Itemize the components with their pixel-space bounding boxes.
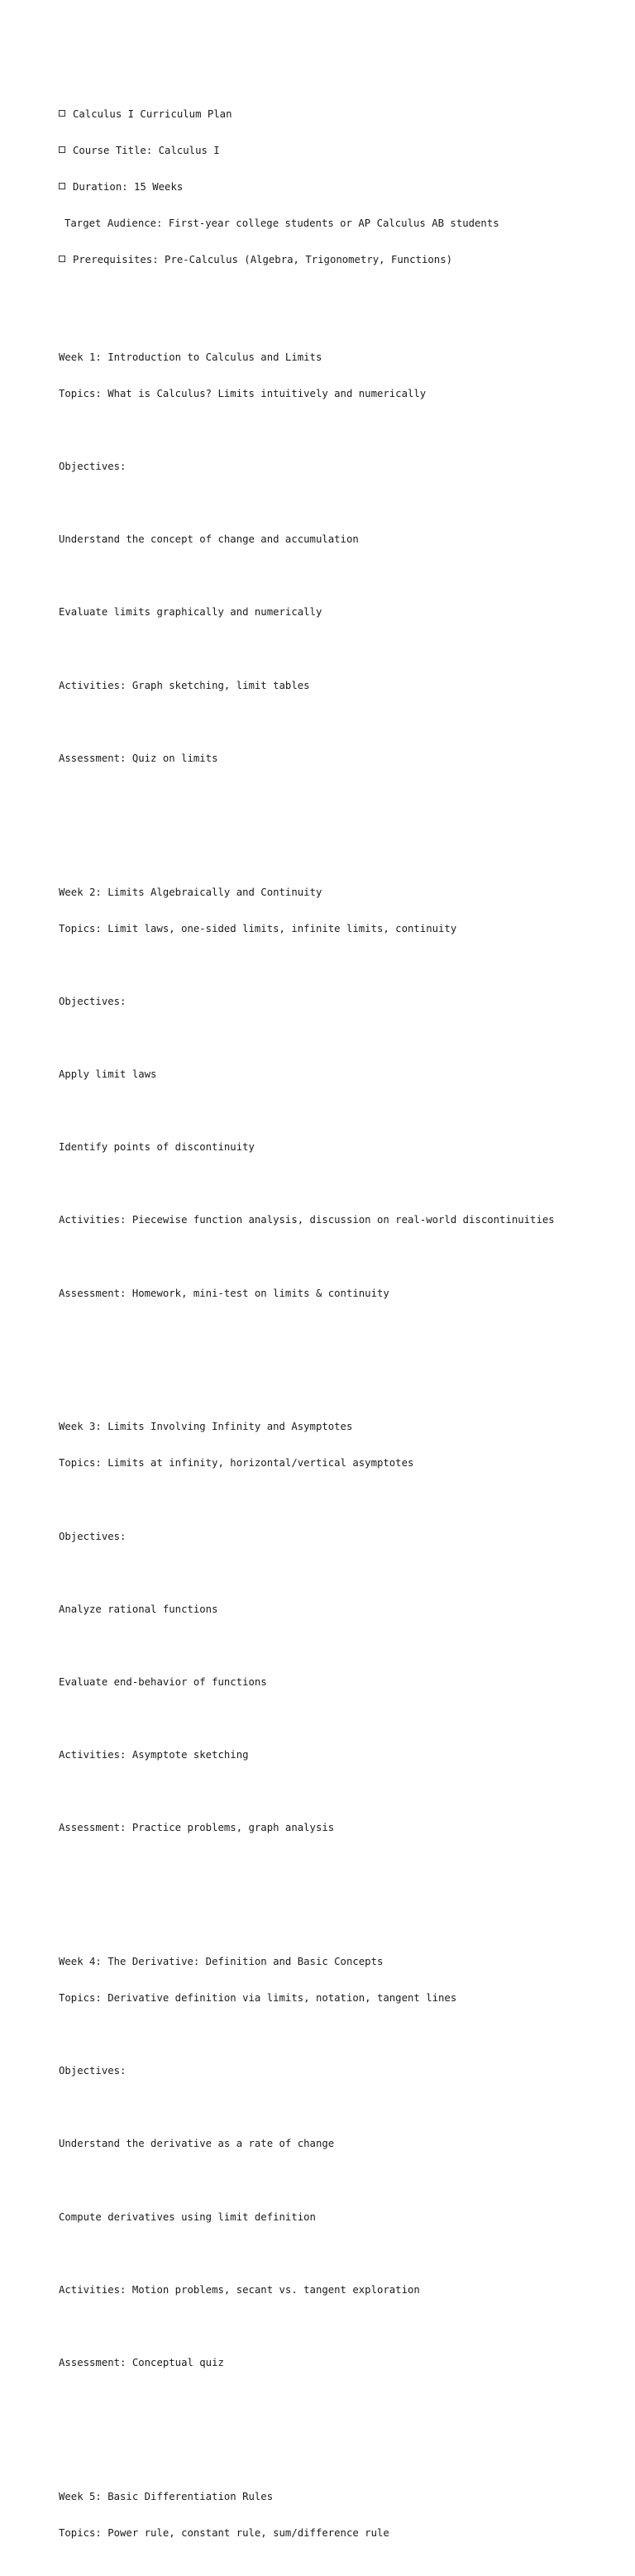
week-assessment: Assessment: Conceptual quiz [59,2357,224,2369]
checkbox-bullet-icon [59,146,65,153]
course-header [59,84,629,290]
week-topics: Topics: Derivative definition via limits, notation, tangent lines [59,1992,457,2005]
objective-item: Analyze rational functions [59,1603,218,1615]
objectives-label: Objectives: [59,1530,127,1542]
checkbox-bullet-icon [59,256,65,262]
header-line-duration [59,181,629,194]
week-activities: Activities: Graph sketching, limit tables [59,679,310,691]
week-title: Week 1: Introduction to Calculus and Limits [59,351,322,363]
week-assessment: Assessment: Practice problems, graph analysis [59,1822,335,1834]
checkbox-bullet-icon [59,183,65,189]
objective-item: Compute derivatives using limit definition [59,2210,316,2223]
week-topics: Topics: Limit laws, one-sided limits, infinite limits, continuity [59,922,457,934]
week-topics: Topics: Power rule, constant rule, sum/difference rule [59,2526,389,2539]
objectives-label: Objectives: [59,995,127,1007]
week-title: Week 3: Limits Involving Infinity and Asymptotes [59,1421,353,1433]
week-activities: Activities: Motion problems, secant vs. tangent exploration [59,2283,420,2296]
week-topics: Topics: Limits at infinity, horizontal/vertical asymptotes [59,1457,414,1470]
week-activities: Activities: Piecewise function analysis, discussion on real-world discontinuities [59,1214,555,1226]
week-assessment: Assessment: Quiz on limits [59,752,218,764]
objectives-label: Objectives: [59,2065,127,2077]
week-title: Week 2: Limits Algebraically and Continuity [59,886,322,898]
header-line-course-title [59,145,629,157]
week-1-section [59,327,629,825]
week-activities: Activities: Asymptote sketching [59,1749,249,1761]
header-line-prerequisites [59,254,629,266]
prerequisites: Prerequisites: Pre-Calculus (Algebra, Trigonometry, Functions) [73,254,453,266]
week-assessment: Assessment: Homework, mini-test on limits & continuity [59,1287,389,1299]
week-topics: Topics: What is Calculus? Limits intuitively and numerically [59,387,427,399]
objective-item: Understand the derivative as a rate of change [59,2138,335,2150]
target-audience: Target Audience: First-year college students or AP Calculus AB students [64,217,499,230]
week-title: Week 4: The Derivative: Definition and Basic Concepts [59,1956,384,1967]
objectives-label: Objectives: [59,461,127,473]
week-3-section [59,1397,629,1895]
objective-item: Identify points of discontinuity [59,1141,255,1154]
objective-item: Understand the concept of change and accumulation [59,533,359,546]
objective-item: Apply limit laws [59,1068,157,1080]
header-line-plan-title [59,108,629,121]
week-5-section [59,2466,629,2564]
plan-title: Calculus I Curriculum Plan [73,108,232,120]
document-page [59,60,629,2576]
week-4-section [59,1932,629,2430]
duration: Duration: 15 Weeks [73,181,184,193]
objective-item: Evaluate limits graphically and numerically [59,606,322,619]
week-title: Week 5: Basic Differentiation Rules [59,2490,274,2502]
objective-item: Evaluate end-behavior of functions [59,1675,267,1688]
checkbox-bullet-icon [59,110,65,117]
week-2-section [59,862,629,1360]
course-title: Course Title: Calculus I [73,144,220,156]
